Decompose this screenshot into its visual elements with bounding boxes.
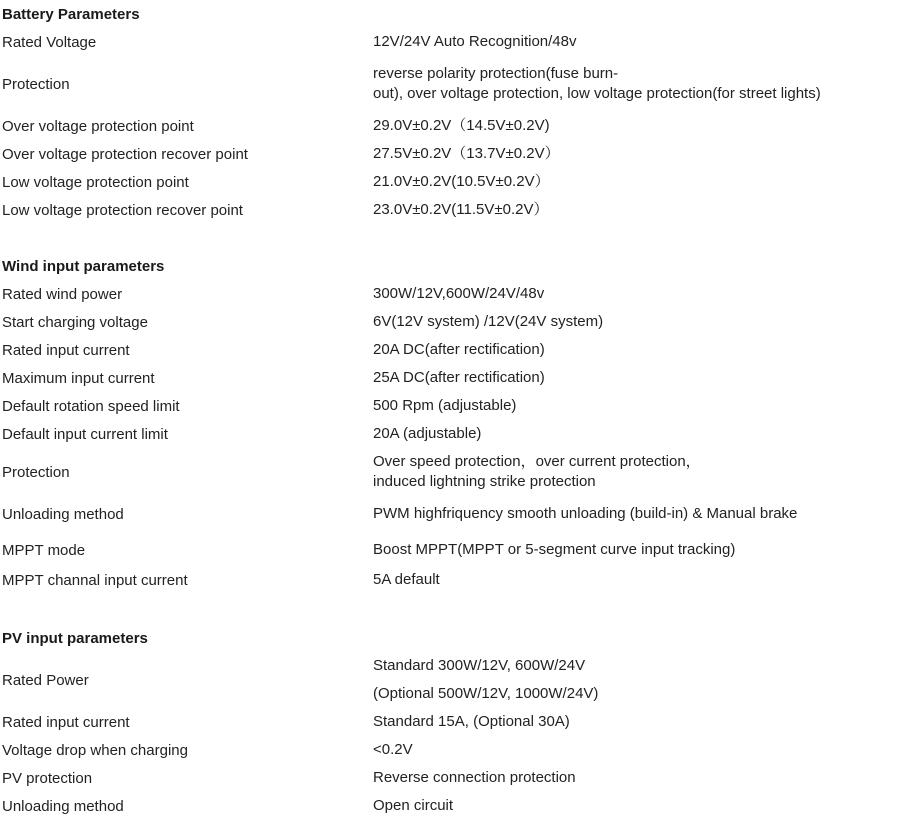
spec-value: 21.0V±0.2V(10.5V±0.2V） — [373, 173, 550, 190]
spec-value-line: Standard 300W/12V, 600W/24V — [373, 657, 586, 674]
spec-label: Over voltage protection recover point — [2, 145, 248, 163]
spec-label: Default input current limit — [2, 425, 168, 443]
section-heading-pv — [2, 624, 902, 652]
spec-row-start-charging-voltage — [2, 308, 902, 336]
spec-label: Maximum input current — [2, 369, 155, 387]
spec-value: Standard 15A, (Optional 30A) — [373, 713, 570, 730]
spec-value: 20A (adjustable) — [373, 425, 482, 442]
spec-row-mppt-mode — [2, 532, 902, 568]
spec-label: Start charging voltage — [2, 313, 148, 331]
spec-value: Reverse connection protection — [373, 769, 576, 786]
spec-value-line: reverse polarity protection(fuse burn- — [373, 65, 619, 82]
spec-sheet — [2, 0, 902, 820]
spec-value: 25A DC(after rectification) — [373, 369, 545, 386]
spec-value — [373, 452, 902, 492]
spec-row-mppt-channel-current — [2, 568, 902, 592]
spec-row-pv-rated-input-current — [2, 708, 902, 736]
spec-label: Rated Power — [2, 671, 89, 689]
spec-label: Voltage drop when charging — [2, 741, 188, 759]
spec-value — [373, 652, 902, 708]
section-title: Battery Parameters — [2, 5, 140, 23]
spec-row-ov-point — [2, 112, 902, 140]
spec-row-input-current-limit — [2, 420, 902, 448]
spec-value: 6V(12V system) /12V(24V system) — [373, 313, 604, 330]
spec-value: 29.0V±0.2V（14.5V±0.2V) — [373, 117, 550, 134]
spec-value: 5A default — [373, 571, 440, 588]
spec-row-rated-wind-power — [2, 280, 902, 308]
spec-label: Default rotation speed limit — [2, 397, 180, 415]
spec-row-rated-voltage — [2, 28, 902, 56]
spec-label: Rated wind power — [2, 285, 123, 303]
spec-label: PV protection — [2, 769, 93, 787]
section-heading-battery — [2, 0, 902, 28]
spec-row-rotation-speed-limit — [2, 392, 902, 420]
spec-label: Low voltage protection point — [2, 173, 189, 191]
spec-value: 12V/24V Auto Recognition/48v — [373, 33, 577, 50]
spec-label: Unloading method — [2, 505, 124, 523]
spec-row-lv-recover — [2, 196, 902, 224]
spec-value: Boost MPPT(MPPT or 5-segment curve input tracking) — [373, 541, 736, 558]
section-title: Wind input parameters — [2, 257, 165, 275]
spec-label: Protection — [2, 463, 70, 481]
spec-label: Unloading method — [2, 797, 124, 815]
section-heading-wind — [2, 252, 902, 280]
spec-label: Rated input current — [2, 341, 130, 359]
section-title: PV input parameters — [2, 629, 148, 647]
spec-row-lv-point — [2, 168, 902, 196]
spec-value: 20A DC(after rectification) — [373, 341, 545, 358]
spec-label: Over voltage protection point — [2, 117, 194, 135]
spec-value: 300W/12V,600W/24V/48v — [373, 285, 545, 302]
spec-label: Rated input current — [2, 713, 130, 731]
section-spacer — [2, 592, 902, 624]
spec-row-pv-protection — [2, 764, 902, 792]
spec-label: Protection — [2, 75, 70, 93]
spec-row-max-input-current — [2, 364, 902, 392]
spec-row-battery-protection — [2, 56, 902, 112]
spec-row-rated-input-current — [2, 336, 902, 364]
spec-value-line: induced lightning strike protection — [373, 473, 596, 490]
spec-row-wind-protection — [2, 448, 902, 496]
section-spacer — [2, 224, 902, 252]
spec-label: Low voltage protection recover point — [2, 201, 243, 219]
spec-label: MPPT channal input current — [2, 571, 188, 589]
spec-value-line: out), over voltage protection, low voltage protection(for street lights) — [373, 85, 821, 102]
spec-label: Rated Voltage — [2, 33, 97, 51]
spec-value: 27.5V±0.2V（13.7V±0.2V） — [373, 145, 560, 162]
spec-row-pv-unloading-method — [2, 792, 902, 820]
spec-value: <0.2V — [373, 741, 413, 758]
spec-row-rated-power — [2, 652, 902, 708]
spec-value-line: (Optional 500W/12V, 1000W/24V) — [373, 685, 599, 702]
spec-row-unloading-method — [2, 496, 902, 532]
spec-value-line: Over speed protection，over current protection， — [373, 453, 701, 470]
spec-row-voltage-drop — [2, 736, 902, 764]
spec-value: PWM highfriquency smooth unloading (build-in) & Manual brake — [373, 505, 798, 522]
spec-value: 500 Rpm (adjustable) — [373, 397, 517, 414]
spec-value — [373, 64, 902, 104]
spec-value: Open circuit — [373, 797, 454, 814]
spec-row-ov-recover — [2, 140, 902, 168]
spec-label: MPPT mode — [2, 541, 86, 559]
spec-value: 23.0V±0.2V(11.5V±0.2V） — [373, 201, 549, 218]
